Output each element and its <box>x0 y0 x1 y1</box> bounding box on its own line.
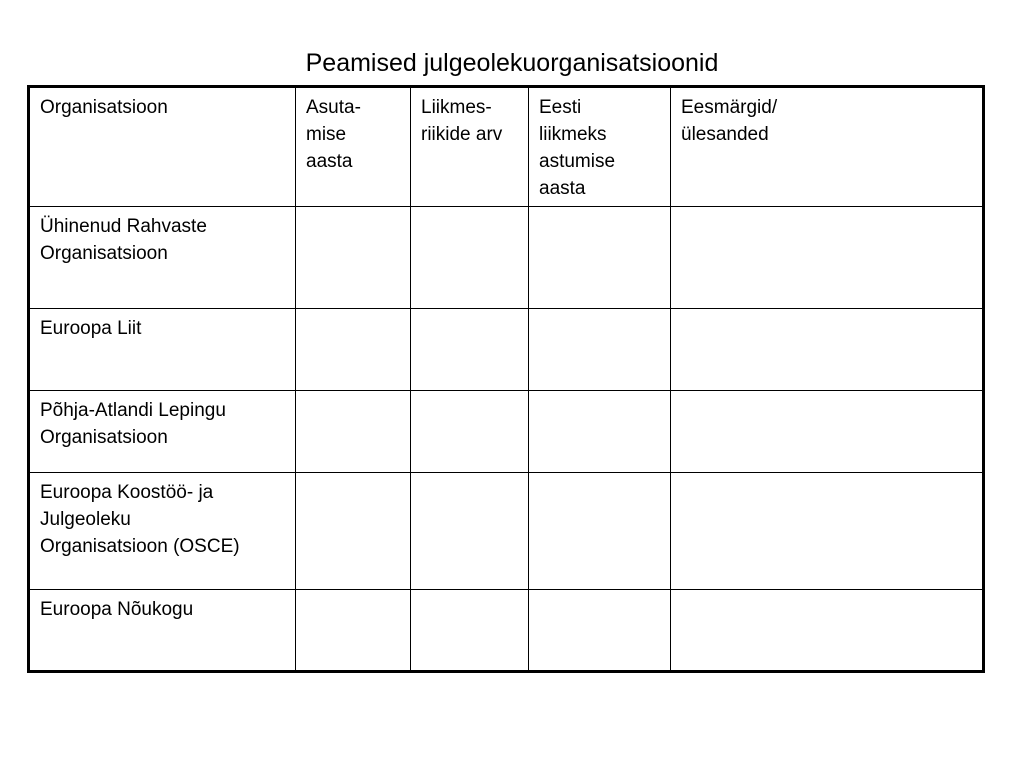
cell-estonia-joined <box>529 309 671 391</box>
cell-estonia-joined <box>529 473 671 590</box>
cell-goals <box>671 391 984 473</box>
cell-member-count <box>411 309 529 391</box>
header-founding-year: Asuta- mise aasta <box>296 87 411 207</box>
table-row <box>29 391 984 473</box>
cell-goals <box>671 473 984 590</box>
slide-title: Peamised julgeolekuorganisatsioonid <box>305 49 719 77</box>
cell-organization: Ühinenud Rahvaste Organisatsioon <box>29 207 296 309</box>
cell-organization: Euroopa Nõukogu <box>29 590 296 672</box>
cell-member-count <box>411 207 529 309</box>
cell-organization: Põhja-Atlandi Lepingu Organisatsioon <box>29 391 296 473</box>
header-member-count: Liikmes- riikide arv <box>411 87 529 207</box>
header-goals: Eesmärgid/ ülesanded <box>671 87 984 207</box>
table-row <box>29 309 984 391</box>
organizations-table <box>27 85 985 673</box>
cell-founding-year <box>296 309 411 391</box>
cell-member-count <box>411 473 529 590</box>
cell-estonia-joined <box>529 590 671 672</box>
cell-estonia-joined <box>529 207 671 309</box>
table-row <box>29 207 984 309</box>
cell-member-count <box>411 590 529 672</box>
header-estonia-joined: Eesti liikmeks astumise aasta <box>529 87 671 207</box>
cell-goals <box>671 309 984 391</box>
cell-organization: Euroopa Koostöö- ja Julgeoleku Organisatsioon (OSCE) <box>29 473 296 590</box>
cell-goals <box>671 590 984 672</box>
cell-founding-year <box>296 590 411 672</box>
cell-organization: Euroopa Liit <box>29 309 296 391</box>
cell-founding-year <box>296 391 411 473</box>
header-organization: Organisatsioon <box>29 87 296 207</box>
cell-founding-year <box>296 207 411 309</box>
table-row <box>29 590 984 672</box>
cell-estonia-joined <box>529 391 671 473</box>
table-header-row <box>29 87 984 207</box>
cell-member-count <box>411 391 529 473</box>
table-row <box>29 473 984 590</box>
cell-founding-year <box>296 473 411 590</box>
cell-goals <box>671 207 984 309</box>
